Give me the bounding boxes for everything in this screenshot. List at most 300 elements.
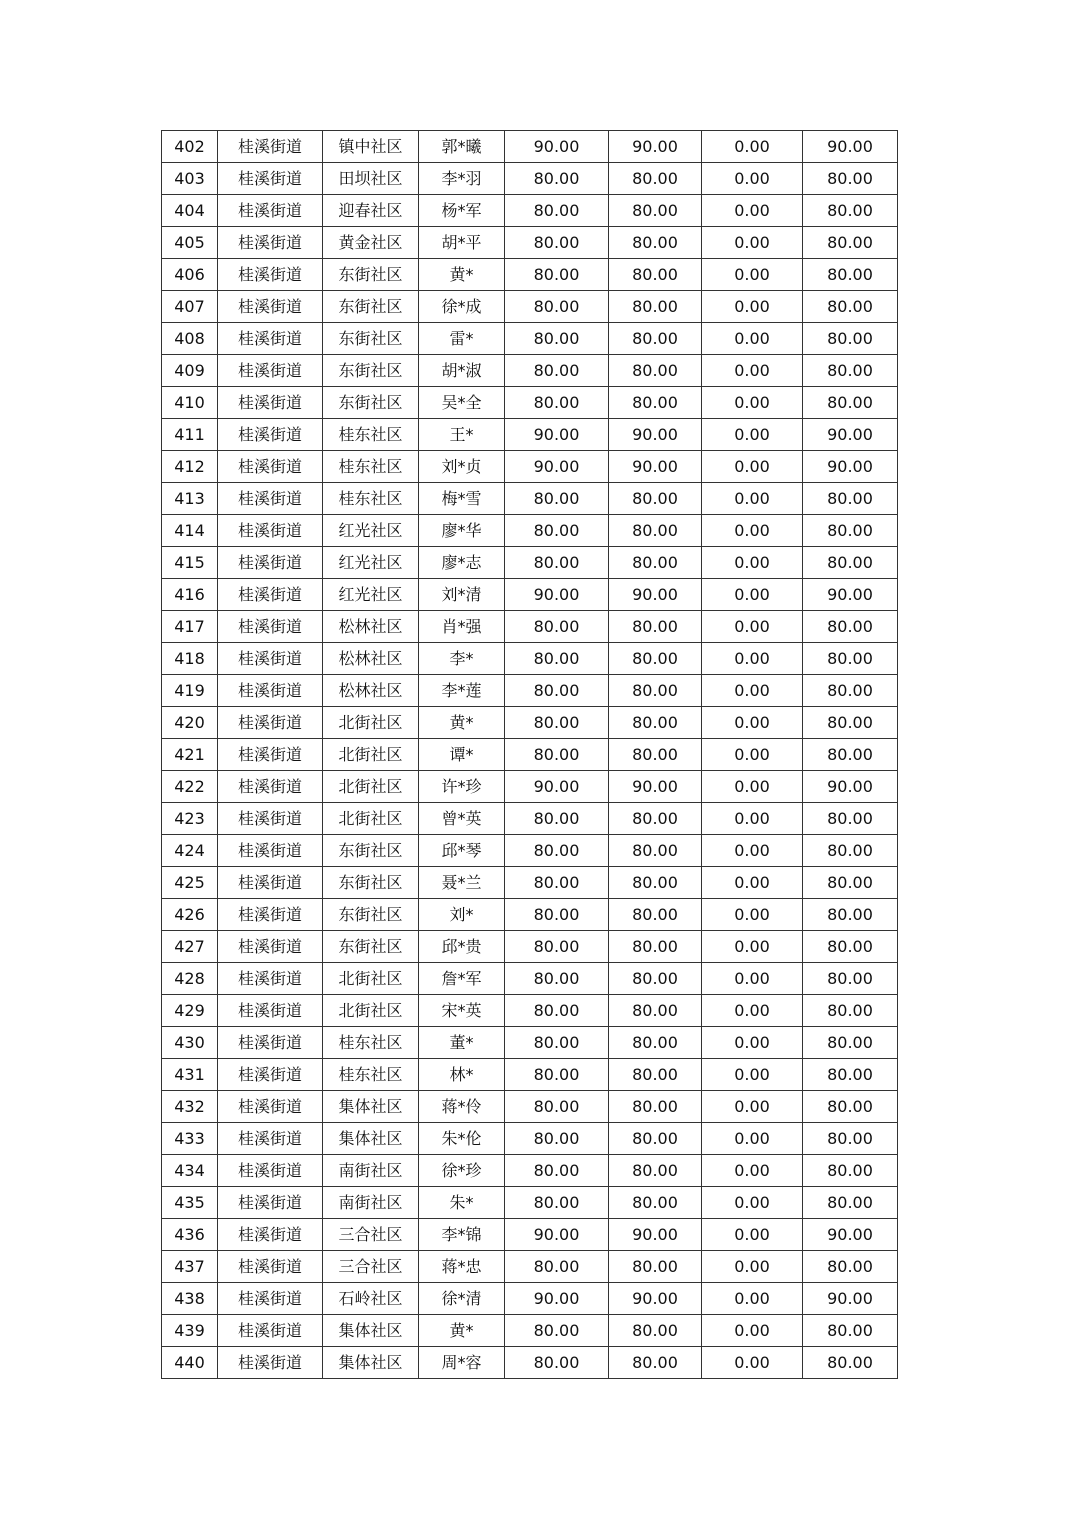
- community-cell: 红光社区: [323, 547, 419, 579]
- amount-cell: 80.00: [803, 323, 898, 355]
- amount-cell: 80.00: [803, 1059, 898, 1091]
- subdistrict-cell: 桂溪街道: [218, 707, 323, 739]
- amount-cell: 80.00: [505, 995, 609, 1027]
- subdistrict-cell: 桂溪街道: [218, 355, 323, 387]
- subdistrict-cell: 桂溪街道: [218, 227, 323, 259]
- amount-cell: 80.00: [505, 643, 609, 675]
- amount-cell: 80.00: [803, 899, 898, 931]
- name-cell: 刘*贞: [419, 451, 505, 483]
- amount-cell: 80.00: [609, 995, 702, 1027]
- subdistrict-cell: 桂溪街道: [218, 963, 323, 995]
- amount-cell: 80.00: [803, 1347, 898, 1379]
- amount-cell: 0.00: [702, 1091, 803, 1123]
- amount-cell: 80.00: [505, 931, 609, 963]
- community-cell: 北街社区: [323, 963, 419, 995]
- subdistrict-cell: 桂溪街道: [218, 1251, 323, 1283]
- name-cell: 聂*兰: [419, 867, 505, 899]
- row-number-cell: 406: [162, 259, 218, 291]
- amount-cell: 80.00: [505, 1027, 609, 1059]
- subdistrict-cell: 桂溪街道: [218, 131, 323, 163]
- amount-cell: 0.00: [702, 419, 803, 451]
- subdistrict-cell: 桂溪街道: [218, 803, 323, 835]
- community-cell: 田坝社区: [323, 163, 419, 195]
- table-row: [162, 259, 898, 291]
- amount-cell: 0.00: [702, 1187, 803, 1219]
- table-row: [162, 387, 898, 419]
- community-cell: 南街社区: [323, 1187, 419, 1219]
- amount-cell: 90.00: [609, 771, 702, 803]
- subdistrict-cell: 桂溪街道: [218, 1347, 323, 1379]
- name-cell: 雷*: [419, 323, 505, 355]
- amount-cell: 0.00: [702, 579, 803, 611]
- row-number-cell: 422: [162, 771, 218, 803]
- amount-cell: 80.00: [609, 643, 702, 675]
- amount-cell: 80.00: [609, 835, 702, 867]
- amount-cell: 80.00: [505, 1251, 609, 1283]
- amount-cell: 80.00: [609, 547, 702, 579]
- amount-cell: 80.00: [803, 643, 898, 675]
- amount-cell: 90.00: [505, 1219, 609, 1251]
- amount-cell: 0.00: [702, 899, 803, 931]
- row-number-cell: 411: [162, 419, 218, 451]
- amount-cell: 80.00: [609, 483, 702, 515]
- subdistrict-cell: 桂溪街道: [218, 643, 323, 675]
- subdistrict-cell: 桂溪街道: [218, 483, 323, 515]
- community-cell: 北街社区: [323, 995, 419, 1027]
- community-cell: 松林社区: [323, 675, 419, 707]
- amount-cell: 0.00: [702, 387, 803, 419]
- community-cell: 东街社区: [323, 835, 419, 867]
- community-cell: 集体社区: [323, 1091, 419, 1123]
- row-number-cell: 412: [162, 451, 218, 483]
- amount-cell: 0.00: [702, 515, 803, 547]
- subdistrict-cell: 桂溪街道: [218, 291, 323, 323]
- table-row: [162, 899, 898, 931]
- amount-cell: 80.00: [609, 675, 702, 707]
- row-number-cell: 430: [162, 1027, 218, 1059]
- row-number-cell: 407: [162, 291, 218, 323]
- community-cell: 桂东社区: [323, 1027, 419, 1059]
- data-table: [161, 130, 898, 1379]
- amount-cell: 80.00: [609, 867, 702, 899]
- row-number-cell: 433: [162, 1123, 218, 1155]
- row-number-cell: 419: [162, 675, 218, 707]
- amount-cell: 80.00: [609, 195, 702, 227]
- name-cell: 肖*强: [419, 611, 505, 643]
- subdistrict-cell: 桂溪街道: [218, 1219, 323, 1251]
- amount-cell: 90.00: [609, 1219, 702, 1251]
- community-cell: 石岭社区: [323, 1283, 419, 1315]
- amount-cell: 80.00: [803, 995, 898, 1027]
- name-cell: 杨*军: [419, 195, 505, 227]
- amount-cell: 80.00: [803, 547, 898, 579]
- amount-cell: 80.00: [803, 1251, 898, 1283]
- amount-cell: 0.00: [702, 995, 803, 1027]
- table-row: [162, 707, 898, 739]
- amount-cell: 0.00: [702, 291, 803, 323]
- amount-cell: 90.00: [609, 451, 702, 483]
- subdistrict-cell: 桂溪街道: [218, 515, 323, 547]
- subdistrict-cell: 桂溪街道: [218, 323, 323, 355]
- amount-cell: 80.00: [609, 227, 702, 259]
- amount-cell: 80.00: [803, 163, 898, 195]
- name-cell: 黄*: [419, 707, 505, 739]
- amount-cell: 80.00: [803, 291, 898, 323]
- amount-cell: 80.00: [803, 387, 898, 419]
- table-row: [162, 1123, 898, 1155]
- amount-cell: 0.00: [702, 1155, 803, 1187]
- row-number-cell: 415: [162, 547, 218, 579]
- subdistrict-cell: 桂溪街道: [218, 1059, 323, 1091]
- subdistrict-cell: 桂溪街道: [218, 931, 323, 963]
- amount-cell: 0.00: [702, 451, 803, 483]
- amount-cell: 80.00: [803, 1123, 898, 1155]
- amount-cell: 80.00: [505, 803, 609, 835]
- row-number-cell: 427: [162, 931, 218, 963]
- row-number-cell: 435: [162, 1187, 218, 1219]
- amount-cell: 80.00: [803, 835, 898, 867]
- amount-cell: 0.00: [702, 611, 803, 643]
- amount-cell: 0.00: [702, 163, 803, 195]
- table-row: [162, 451, 898, 483]
- amount-cell: 90.00: [505, 419, 609, 451]
- table-row: [162, 611, 898, 643]
- amount-cell: 0.00: [702, 355, 803, 387]
- table-row: [162, 643, 898, 675]
- table-row: [162, 1027, 898, 1059]
- row-number-cell: 434: [162, 1155, 218, 1187]
- amount-cell: 80.00: [609, 1155, 702, 1187]
- row-number-cell: 424: [162, 835, 218, 867]
- subdistrict-cell: 桂溪街道: [218, 1123, 323, 1155]
- community-cell: 东街社区: [323, 259, 419, 291]
- amount-cell: 80.00: [609, 1251, 702, 1283]
- subdistrict-cell: 桂溪街道: [218, 419, 323, 451]
- amount-cell: 0.00: [702, 131, 803, 163]
- amount-cell: 80.00: [505, 195, 609, 227]
- row-number-cell: 426: [162, 899, 218, 931]
- name-cell: 邱*贵: [419, 931, 505, 963]
- community-cell: 三合社区: [323, 1219, 419, 1251]
- table-row: [162, 1187, 898, 1219]
- amount-cell: 80.00: [609, 259, 702, 291]
- amount-cell: 90.00: [505, 1283, 609, 1315]
- name-cell: 徐*成: [419, 291, 505, 323]
- row-number-cell: 402: [162, 131, 218, 163]
- amount-cell: 90.00: [505, 579, 609, 611]
- subdistrict-cell: 桂溪街道: [218, 451, 323, 483]
- name-cell: 刘*: [419, 899, 505, 931]
- amount-cell: 80.00: [505, 547, 609, 579]
- amount-cell: 0.00: [702, 963, 803, 995]
- name-cell: 朱*: [419, 1187, 505, 1219]
- amount-cell: 0.00: [702, 1283, 803, 1315]
- table-row: [162, 483, 898, 515]
- name-cell: 蒋*忠: [419, 1251, 505, 1283]
- table-row: [162, 1283, 898, 1315]
- amount-cell: 0.00: [702, 1027, 803, 1059]
- amount-cell: 80.00: [803, 259, 898, 291]
- amount-cell: 0.00: [702, 1059, 803, 1091]
- amount-cell: 80.00: [609, 611, 702, 643]
- amount-cell: 80.00: [609, 1091, 702, 1123]
- community-cell: 东街社区: [323, 355, 419, 387]
- table-row: [162, 131, 898, 163]
- community-cell: 北街社区: [323, 707, 419, 739]
- subdistrict-cell: 桂溪街道: [218, 995, 323, 1027]
- amount-cell: 80.00: [609, 707, 702, 739]
- amount-cell: 0.00: [702, 803, 803, 835]
- name-cell: 李*莲: [419, 675, 505, 707]
- name-cell: 宋*英: [419, 995, 505, 1027]
- amount-cell: 80.00: [505, 707, 609, 739]
- name-cell: 廖*华: [419, 515, 505, 547]
- amount-cell: 80.00: [609, 803, 702, 835]
- table-row: [162, 739, 898, 771]
- amount-cell: 80.00: [803, 931, 898, 963]
- table-row: [162, 1251, 898, 1283]
- amount-cell: 0.00: [702, 835, 803, 867]
- subdistrict-cell: 桂溪街道: [218, 1187, 323, 1219]
- amount-cell: 80.00: [609, 1027, 702, 1059]
- row-number-cell: 437: [162, 1251, 218, 1283]
- amount-cell: 90.00: [803, 579, 898, 611]
- amount-cell: 0.00: [702, 1251, 803, 1283]
- name-cell: 胡*淑: [419, 355, 505, 387]
- amount-cell: 80.00: [609, 387, 702, 419]
- row-number-cell: 405: [162, 227, 218, 259]
- amount-cell: 80.00: [505, 739, 609, 771]
- amount-cell: 0.00: [702, 771, 803, 803]
- amount-cell: 0.00: [702, 547, 803, 579]
- amount-cell: 90.00: [803, 131, 898, 163]
- amount-cell: 80.00: [803, 611, 898, 643]
- row-number-cell: 439: [162, 1315, 218, 1347]
- amount-cell: 80.00: [505, 1155, 609, 1187]
- row-number-cell: 416: [162, 579, 218, 611]
- community-cell: 红光社区: [323, 515, 419, 547]
- name-cell: 徐*珍: [419, 1155, 505, 1187]
- table-row: [162, 1219, 898, 1251]
- amount-cell: 80.00: [609, 739, 702, 771]
- subdistrict-cell: 桂溪街道: [218, 867, 323, 899]
- amount-cell: 0.00: [702, 707, 803, 739]
- amount-cell: 80.00: [803, 515, 898, 547]
- table-row: [162, 195, 898, 227]
- name-cell: 许*珍: [419, 771, 505, 803]
- amount-cell: 90.00: [803, 451, 898, 483]
- amount-cell: 90.00: [609, 419, 702, 451]
- amount-cell: 80.00: [505, 963, 609, 995]
- table-row: [162, 355, 898, 387]
- subdistrict-cell: 桂溪街道: [218, 1155, 323, 1187]
- table-row: [162, 227, 898, 259]
- name-cell: 吴*全: [419, 387, 505, 419]
- table-row: [162, 323, 898, 355]
- row-number-cell: 403: [162, 163, 218, 195]
- table-row: [162, 1059, 898, 1091]
- amount-cell: 0.00: [702, 195, 803, 227]
- amount-cell: 80.00: [803, 1187, 898, 1219]
- name-cell: 王*: [419, 419, 505, 451]
- row-number-cell: 421: [162, 739, 218, 771]
- amount-cell: 80.00: [609, 931, 702, 963]
- row-number-cell: 420: [162, 707, 218, 739]
- name-cell: 黄*: [419, 259, 505, 291]
- amount-cell: 90.00: [803, 771, 898, 803]
- row-number-cell: 417: [162, 611, 218, 643]
- amount-cell: 80.00: [609, 323, 702, 355]
- amount-cell: 80.00: [803, 963, 898, 995]
- amount-cell: 80.00: [505, 867, 609, 899]
- table-body: [162, 131, 898, 1379]
- community-cell: 集体社区: [323, 1123, 419, 1155]
- community-cell: 东街社区: [323, 323, 419, 355]
- name-cell: 梅*雪: [419, 483, 505, 515]
- table-row: [162, 803, 898, 835]
- subdistrict-cell: 桂溪街道: [218, 195, 323, 227]
- row-number-cell: 428: [162, 963, 218, 995]
- amount-cell: 80.00: [609, 899, 702, 931]
- row-number-cell: 410: [162, 387, 218, 419]
- amount-cell: 80.00: [505, 1187, 609, 1219]
- row-number-cell: 432: [162, 1091, 218, 1123]
- amount-cell: 80.00: [803, 1315, 898, 1347]
- name-cell: 郭*曦: [419, 131, 505, 163]
- amount-cell: 0.00: [702, 1219, 803, 1251]
- amount-cell: 0.00: [702, 643, 803, 675]
- table-row: [162, 835, 898, 867]
- amount-cell: 80.00: [505, 899, 609, 931]
- name-cell: 蒋*伶: [419, 1091, 505, 1123]
- subdistrict-cell: 桂溪街道: [218, 771, 323, 803]
- row-number-cell: 408: [162, 323, 218, 355]
- table-row: [162, 963, 898, 995]
- amount-cell: 0.00: [702, 227, 803, 259]
- community-cell: 北街社区: [323, 739, 419, 771]
- amount-cell: 80.00: [609, 1059, 702, 1091]
- subdistrict-cell: 桂溪街道: [218, 1315, 323, 1347]
- amount-cell: 0.00: [702, 483, 803, 515]
- name-cell: 刘*清: [419, 579, 505, 611]
- amount-cell: 80.00: [505, 1059, 609, 1091]
- amount-cell: 0.00: [702, 323, 803, 355]
- community-cell: 三合社区: [323, 1251, 419, 1283]
- table-row: [162, 931, 898, 963]
- amount-cell: 90.00: [505, 771, 609, 803]
- row-number-cell: 413: [162, 483, 218, 515]
- amount-cell: 80.00: [505, 259, 609, 291]
- table-row: [162, 675, 898, 707]
- amount-cell: 90.00: [505, 131, 609, 163]
- community-cell: 北街社区: [323, 803, 419, 835]
- amount-cell: 0.00: [702, 931, 803, 963]
- community-cell: 集体社区: [323, 1315, 419, 1347]
- amount-cell: 80.00: [505, 323, 609, 355]
- name-cell: 谭*: [419, 739, 505, 771]
- community-cell: 松林社区: [323, 643, 419, 675]
- amount-cell: 80.00: [803, 195, 898, 227]
- table-row: [162, 867, 898, 899]
- name-cell: 李*: [419, 643, 505, 675]
- amount-cell: 80.00: [505, 163, 609, 195]
- table-row: [162, 515, 898, 547]
- subdistrict-cell: 桂溪街道: [218, 899, 323, 931]
- amount-cell: 80.00: [803, 1155, 898, 1187]
- amount-cell: 80.00: [505, 1315, 609, 1347]
- community-cell: 东街社区: [323, 291, 419, 323]
- community-cell: 镇中社区: [323, 131, 419, 163]
- amount-cell: 90.00: [803, 1219, 898, 1251]
- amount-cell: 80.00: [803, 483, 898, 515]
- amount-cell: 0.00: [702, 1315, 803, 1347]
- subdistrict-cell: 桂溪街道: [218, 259, 323, 291]
- amount-cell: 80.00: [609, 1123, 702, 1155]
- row-number-cell: 423: [162, 803, 218, 835]
- amount-cell: 80.00: [803, 1091, 898, 1123]
- amount-cell: 80.00: [609, 1347, 702, 1379]
- table-row: [162, 163, 898, 195]
- subdistrict-cell: 桂溪街道: [218, 387, 323, 419]
- community-cell: 迎春社区: [323, 195, 419, 227]
- community-cell: 南街社区: [323, 1155, 419, 1187]
- amount-cell: 80.00: [505, 355, 609, 387]
- row-number-cell: 431: [162, 1059, 218, 1091]
- amount-cell: 80.00: [505, 227, 609, 259]
- community-cell: 松林社区: [323, 611, 419, 643]
- name-cell: 廖*志: [419, 547, 505, 579]
- amount-cell: 80.00: [505, 675, 609, 707]
- amount-cell: 80.00: [803, 707, 898, 739]
- amount-cell: 80.00: [803, 739, 898, 771]
- subdistrict-cell: 桂溪街道: [218, 1027, 323, 1059]
- subdistrict-cell: 桂溪街道: [218, 611, 323, 643]
- table-row: [162, 419, 898, 451]
- amount-cell: 90.00: [803, 1283, 898, 1315]
- name-cell: 周*容: [419, 1347, 505, 1379]
- row-number-cell: 429: [162, 995, 218, 1027]
- row-number-cell: 409: [162, 355, 218, 387]
- amount-cell: 90.00: [609, 1283, 702, 1315]
- community-cell: 红光社区: [323, 579, 419, 611]
- community-cell: 东街社区: [323, 387, 419, 419]
- amount-cell: 90.00: [609, 579, 702, 611]
- community-cell: 桂东社区: [323, 1059, 419, 1091]
- amount-cell: 80.00: [803, 1027, 898, 1059]
- table-row: [162, 547, 898, 579]
- amount-cell: 80.00: [803, 675, 898, 707]
- amount-cell: 80.00: [803, 867, 898, 899]
- name-cell: 李*羽: [419, 163, 505, 195]
- amount-cell: 80.00: [609, 291, 702, 323]
- name-cell: 董*: [419, 1027, 505, 1059]
- amount-cell: 0.00: [702, 1347, 803, 1379]
- row-number-cell: 414: [162, 515, 218, 547]
- name-cell: 李*锦: [419, 1219, 505, 1251]
- table-row: [162, 1091, 898, 1123]
- community-cell: 集体社区: [323, 1347, 419, 1379]
- community-cell: 东街社区: [323, 931, 419, 963]
- name-cell: 林*: [419, 1059, 505, 1091]
- name-cell: 詹*军: [419, 963, 505, 995]
- name-cell: 朱*伦: [419, 1123, 505, 1155]
- amount-cell: 0.00: [702, 259, 803, 291]
- name-cell: 曾*英: [419, 803, 505, 835]
- row-number-cell: 438: [162, 1283, 218, 1315]
- community-cell: 北街社区: [323, 771, 419, 803]
- table-row: [162, 1315, 898, 1347]
- community-cell: 黄金社区: [323, 227, 419, 259]
